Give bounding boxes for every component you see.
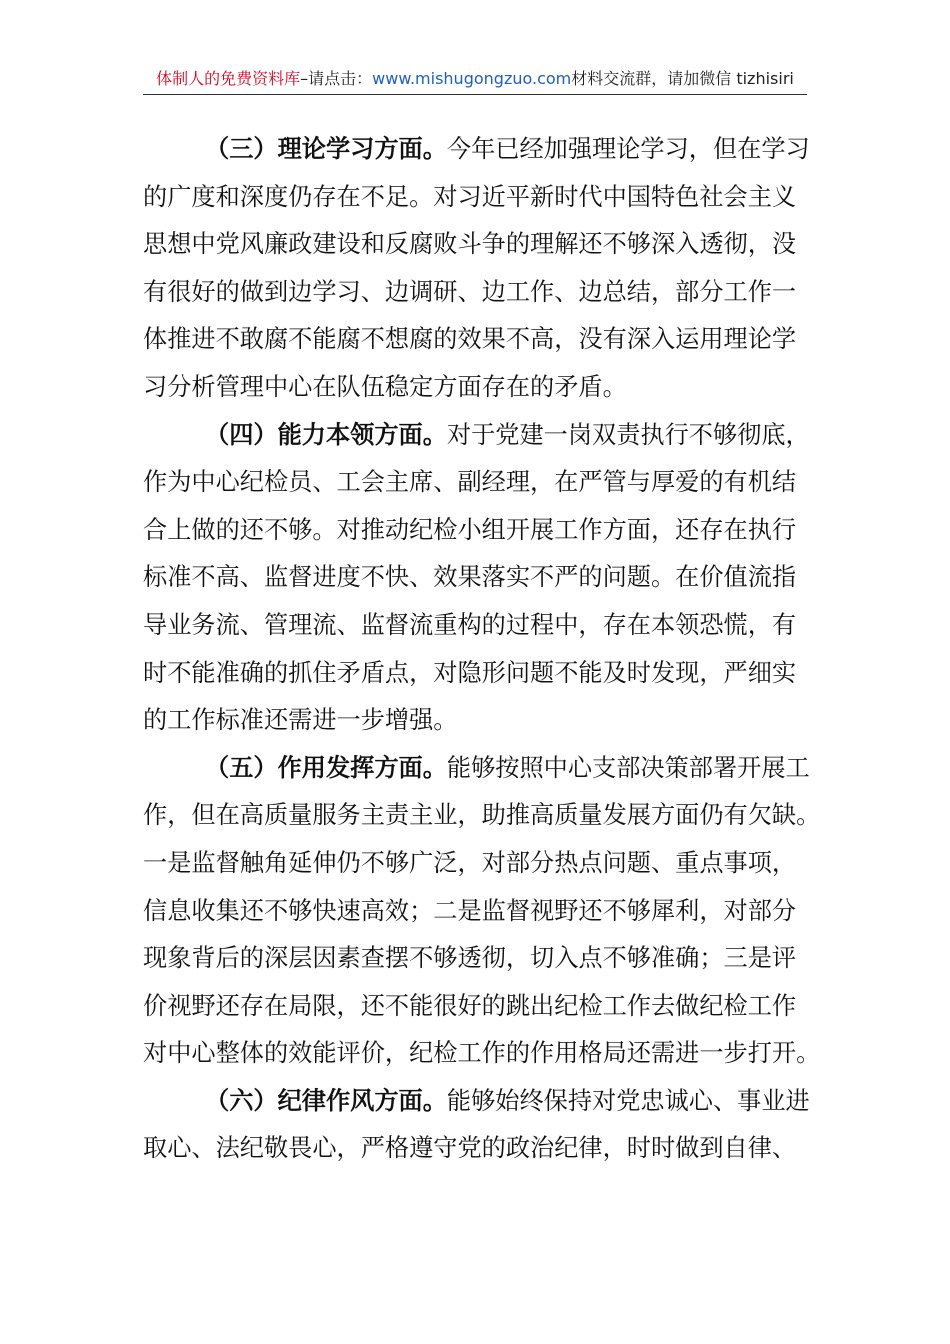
paragraph-5 [143,745,821,1078]
page-header [143,66,807,95]
header-prompt: –请点击： [300,69,373,88]
paragraph-first-line [143,1078,813,1126]
paragraph-heading: （六）纪律作风方面。 [205,1086,447,1115]
paragraph-heading: （四）能力本领方面。 [205,420,447,449]
paragraph-text: 对于党建一岗双责执行不够彻底， [446,420,810,449]
paragraph-first-line [143,126,813,174]
paragraph-line: 导业务流、管理流、监督流重构的过程中，存在本领恐慌，有 [143,610,797,639]
document-body [143,126,821,1173]
paragraph-line: 对中心整体的效能评价，纪检工作的作用格局还需进一步打开。 [143,1039,821,1068]
paragraph-line: 一是监督触角延伸仍不够广泛，对部分热点问题、重点事项， [143,848,797,877]
header-site-name: 体制人的免费资料库 [156,69,301,88]
paragraph-6 [143,1078,813,1173]
paragraph-line: 时不能准确的抓住矛盾点，对隐形问题不能及时发现，严细实 [143,658,797,687]
paragraph-first-line [143,412,813,460]
paragraph-line: 合上做的还不够。对推动纪检小组开展工作方面，还存在执行 [143,515,797,544]
paragraph-text: 能够按照中心支部决策部署开展工 [446,753,810,782]
paragraph-heading: （五）作用发挥方面。 [205,753,447,782]
paragraph-line: 的工作标准还需进一步增强。 [143,706,458,735]
paragraph-3 [143,126,813,412]
paragraph-line: 标准不高、监督进度不快、效果落实不严的问题。在价值流指 [143,563,797,592]
paragraph-line: 体推进不敢腐不能腐不想腐的效果不高，没有深入运用理论学 [143,325,797,354]
paragraph-line: 价视野还存在局限，还不能很好的跳出纪检工作去做纪检工作 [143,991,797,1020]
header-link[interactable]: www.mishugongzuo.com [372,69,572,88]
paragraph-line: 的广度和深度仍存在不足。对习近平新时代中国特色社会主义 [143,182,797,211]
paragraph-line: 取心、法纪敬畏心，严格遵守党的政治纪律，时时做到自律、 [143,1134,797,1163]
paragraph-text: 今年已经加强理论学习，但在学习 [446,135,810,163]
paragraph-heading: （三）理论学习方面。 [205,135,447,163]
paragraph-line: 思想中党风廉政建设和反腐败斗争的理解还不够深入透彻，没 [143,230,797,259]
paragraph-line: 习分析管理中心在队伍稳定方面存在的矛盾。 [143,372,627,401]
paragraph-line: 有很好的做到边学习、边调研、边工作、边总结，部分工作一 [143,277,797,306]
paragraph-line: 现象背后的深层因素查摆不够透彻，切入点不够准确；三是评 [143,944,797,973]
header-group-text: 材料交流群，请加微信 tizhisiri [571,69,794,88]
paragraph-line: 信息收集还不够快速高效；二是监督视野还不够犀利，对部分 [143,896,797,925]
paragraph-text: 能够始终保持对党忠诚心、事业进 [446,1086,810,1115]
paragraph-first-line [143,745,813,793]
paragraph-line: 作，但在高质量服务主责主业，助推高质量发展方面仍有欠缺。 [143,801,821,830]
paragraph-line: 作为中心纪检员、工会主席、副经理，在严管与厚爱的有机结 [143,468,797,497]
paragraph-4 [143,412,813,745]
